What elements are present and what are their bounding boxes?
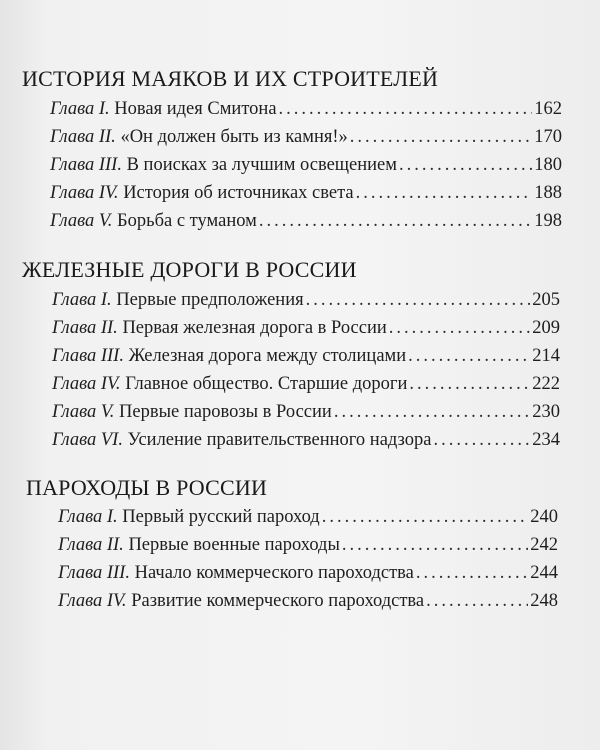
chapter-title: Начало коммерческого пароходства <box>134 563 414 583</box>
chapter-number: Глава III. <box>52 346 124 366</box>
toc-entry <box>52 290 560 311</box>
toc-entry <box>52 430 560 451</box>
toc-entry <box>52 374 560 395</box>
dot-leader <box>356 183 533 204</box>
page-number: 209 <box>532 318 560 338</box>
chapter-number: Глава V. <box>52 402 115 422</box>
page-number: 205 <box>532 290 560 310</box>
toc-entry <box>52 402 560 423</box>
toc-entry <box>58 563 558 584</box>
page-number: 244 <box>530 563 558 583</box>
chapter-title: История об источниках света <box>123 183 354 203</box>
chapter-number: Глава III. <box>50 155 122 175</box>
toc-entry <box>50 99 562 120</box>
chapter-number: Глава II. <box>50 127 116 147</box>
toc-entry <box>50 155 562 176</box>
chapter-number: Глава I. <box>58 507 118 527</box>
toc-entry <box>52 318 560 339</box>
chapter-title: В поисках за лучшим освещением <box>126 155 397 175</box>
dot-leader <box>342 535 528 556</box>
chapter-number: Глава IV. <box>52 374 121 394</box>
chapter-number: Глава II. <box>52 318 118 338</box>
page-number: 240 <box>530 507 558 527</box>
chapter-number: Глава I. <box>50 99 110 119</box>
chapter-number: Глава V. <box>50 211 113 231</box>
page-number: 188 <box>534 183 562 203</box>
toc-entry <box>50 211 562 232</box>
toc-entry <box>50 183 562 204</box>
chapter-number: Глава VI. <box>52 430 123 450</box>
chapter-title: Борьба с туманом <box>117 211 257 231</box>
section-title-steamships: ПАРОХОДЫ В РОССИИ <box>26 475 268 500</box>
page-number: 170 <box>534 127 562 147</box>
dot-leader <box>408 346 530 367</box>
chapter-title: Усиление правительственного надзора <box>127 430 432 450</box>
chapter-title: Первый русский пароход <box>122 507 320 527</box>
dot-leader <box>322 507 529 528</box>
chapter-title: Первые предположения <box>116 290 304 310</box>
dot-leader <box>334 402 530 423</box>
chapter-title: Первые паровозы в России <box>119 402 332 422</box>
page-number: 248 <box>530 591 558 611</box>
dot-leader <box>409 374 530 395</box>
dot-leader <box>306 290 531 311</box>
page-number: 162 <box>534 99 562 119</box>
chapter-number: Глава I. <box>52 290 112 310</box>
dot-leader <box>399 155 532 176</box>
chapter-number: Глава II. <box>58 535 124 555</box>
chapter-title: Новая идея Смитона <box>114 99 277 119</box>
chapter-title: Первые военные пароходы <box>128 535 340 555</box>
page-number: 230 <box>532 402 560 422</box>
toc-entry <box>58 591 558 612</box>
dot-leader <box>389 318 530 339</box>
page-number: 214 <box>532 346 560 366</box>
section-title-railways: ЖЕЛЕЗНЫЕ ДОРОГИ В РОССИИ <box>22 257 357 282</box>
dot-leader <box>350 127 532 148</box>
section-title-lighthouses: ИСТОРИЯ МАЯКОВ И ИХ СТРОИТЕЛЕЙ <box>22 66 439 91</box>
toc-entry <box>50 127 562 148</box>
page-number: 222 <box>532 374 560 394</box>
dot-leader <box>426 591 528 612</box>
chapter-title: Развитие коммерческого пароходства <box>131 591 425 611</box>
page-number: 198 <box>534 211 562 231</box>
chapter-title: Железная дорога между столицами <box>128 346 407 366</box>
page-number: 180 <box>534 155 562 175</box>
chapter-number: Глава IV. <box>58 591 127 611</box>
dot-leader <box>279 99 533 120</box>
chapter-number: Глава IV. <box>50 183 119 203</box>
toc-entry <box>52 346 560 367</box>
chapter-title: Первая железная дорога в России <box>122 318 387 338</box>
page-number: 234 <box>532 430 560 450</box>
toc-entry <box>58 507 558 528</box>
page-number: 242 <box>530 535 558 555</box>
toc-entry <box>58 535 558 556</box>
dot-leader <box>416 563 528 584</box>
chapter-title: «Он должен быть из камня!» <box>120 127 348 147</box>
dot-leader <box>433 430 530 451</box>
dot-leader <box>259 211 532 232</box>
chapter-number: Глава III. <box>58 563 130 583</box>
chapter-title: Главное общество. Старшие дороги <box>125 374 408 394</box>
